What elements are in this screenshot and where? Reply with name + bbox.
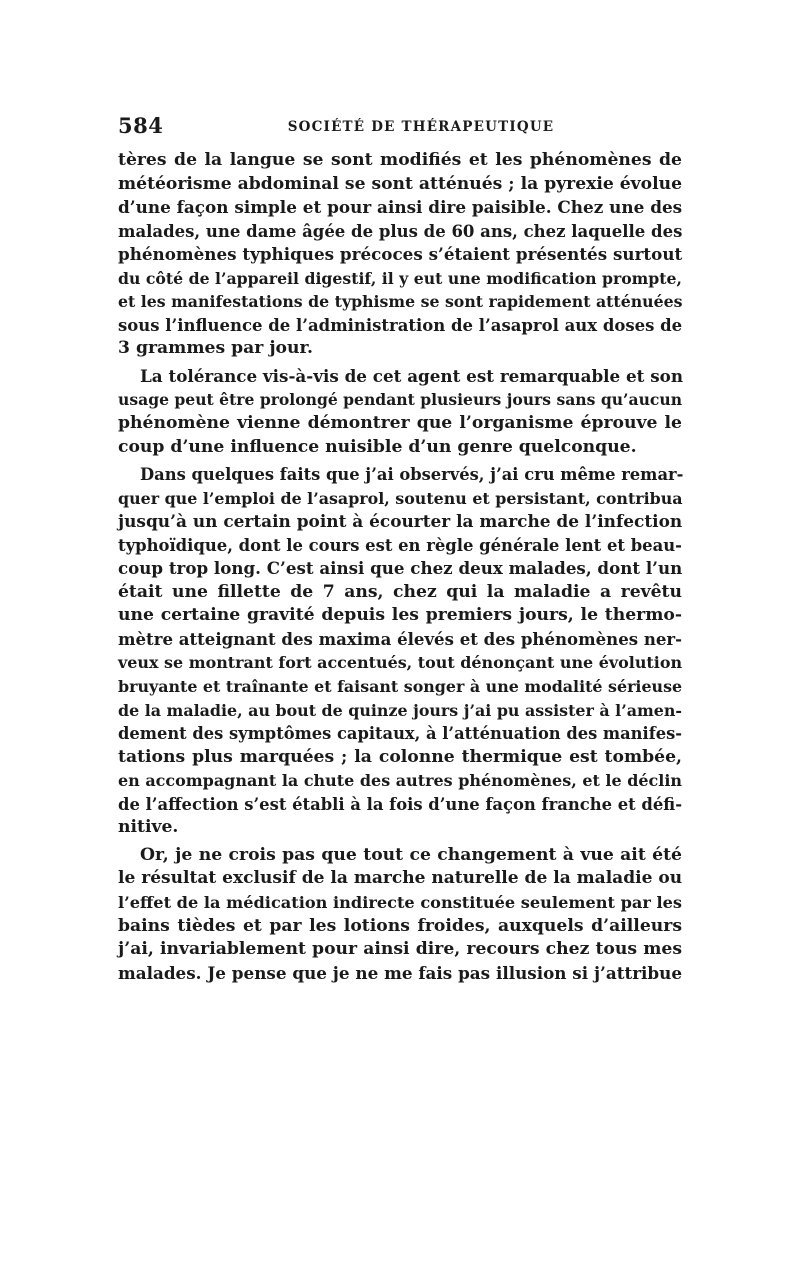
text-line: de l’affection s’est établi à la fois d’une façon franche et défi- [118,794,682,814]
text-line: le résultat exclusif de la marche naturelle de la maladie ou [118,868,683,889]
page-number: 584 [118,113,164,138]
text-line: usage peut être prolongé pendant plusieurs jours sans qu’aucun [118,390,683,410]
text-line: une certaine gravité depuis les premiers jours, le thermo- [118,605,682,626]
text-line: dement des symptômes capitaux, à l’atténuation des manifes- [118,724,682,744]
text-line: coup d’une influence nuisible d’un genre quelconque. [118,436,637,457]
text-line: j’ai, invariablement pour ainsi dire, recours chez tous mes [118,939,682,960]
text-line: nitive. [118,817,179,838]
text-line: tères de la langue se sont modifiés et les phénomènes de [118,150,682,170]
text-line: et les manifestations de typhisme se sont rapidement atténuées [118,292,683,312]
paragraph-2 [118,365,682,459]
text-line: bains tièdes et par les lotions froides, auxquels d’ailleurs [118,915,682,936]
text-line: sous l’influence de l’administration de l’asaprol aux doses de [118,315,683,335]
text-line: Dans quelques faits que j’ai observés, j’ai cru même remar- [140,465,684,485]
text-line: malades, une dame âgée de plus de 60 ans, chez laquelle des [118,221,683,241]
paragraph-3 [118,463,682,840]
text-line: quer que l’emploi de l’asaprol, soutenu et persistant, contribua [118,488,683,508]
text-line: La tolérance vis-à-vis de cet agent est remarquable et son [140,365,684,386]
text-line: typhoïdique, dont le cours est en règle générale lent et beau- [118,535,682,555]
text-line: tations plus marquées ; la colonne thermique est tombée, [118,746,682,767]
text-line: était une fillette de 7 ans, chez qui la maladie a revêtu [118,581,682,602]
text-line: mètre atteignant des maxima élevés et des phénomènes ner- [118,628,683,649]
text-line: Or, je ne crois pas que tout ce changement à vue ait été [140,844,682,865]
text-line: de la maladie, au bout de quinze jours j’ai pu assister à l’amen- [118,700,682,720]
paragraph-4 [118,844,682,985]
running-head [118,113,684,137]
body-text [118,149,682,985]
text-line: jusqu’à un certain point à écourter la marche de l’infection [118,511,683,532]
journal-title: SOCIÉTÉ DE THÉRAPEUTIQUE [287,119,555,135]
text-line: coup trop long. C’est ainsi que chez deux malades, dont l’un [118,558,683,579]
text-line: bruyante et traînante et faisant songer à une modalité sérieuse [118,677,683,697]
text-line: en accompagnant la chute des autres phénomènes, et le déclin [118,771,682,791]
text-line: malades. Je pense que je ne me fais pas illusion si j’attribue [118,962,682,983]
text-line: météorisme abdominal se sont atténués ; la pyrexie évolue [118,173,683,194]
text-line: phénomènes typhiques précoces s’étaient présentés surtout [118,244,683,265]
text-line: du côté de l’appareil digestif, il y eut une modification prompte, [118,268,682,288]
text-line: 3 grammes par jour. [118,338,313,359]
paragraph-1 [118,149,682,361]
text-line: l’effet de la médication indirecte constituée seulement par les [118,892,682,912]
text-line: d’une façon simple et pour ainsi dire paisible. Chez une des [118,197,683,218]
text-line: veux se montrant fort accentués, tout dénonçant une évolution [118,653,683,673]
text-line: phénomène vienne démontrer que l’organisme éprouve le [118,413,682,434]
